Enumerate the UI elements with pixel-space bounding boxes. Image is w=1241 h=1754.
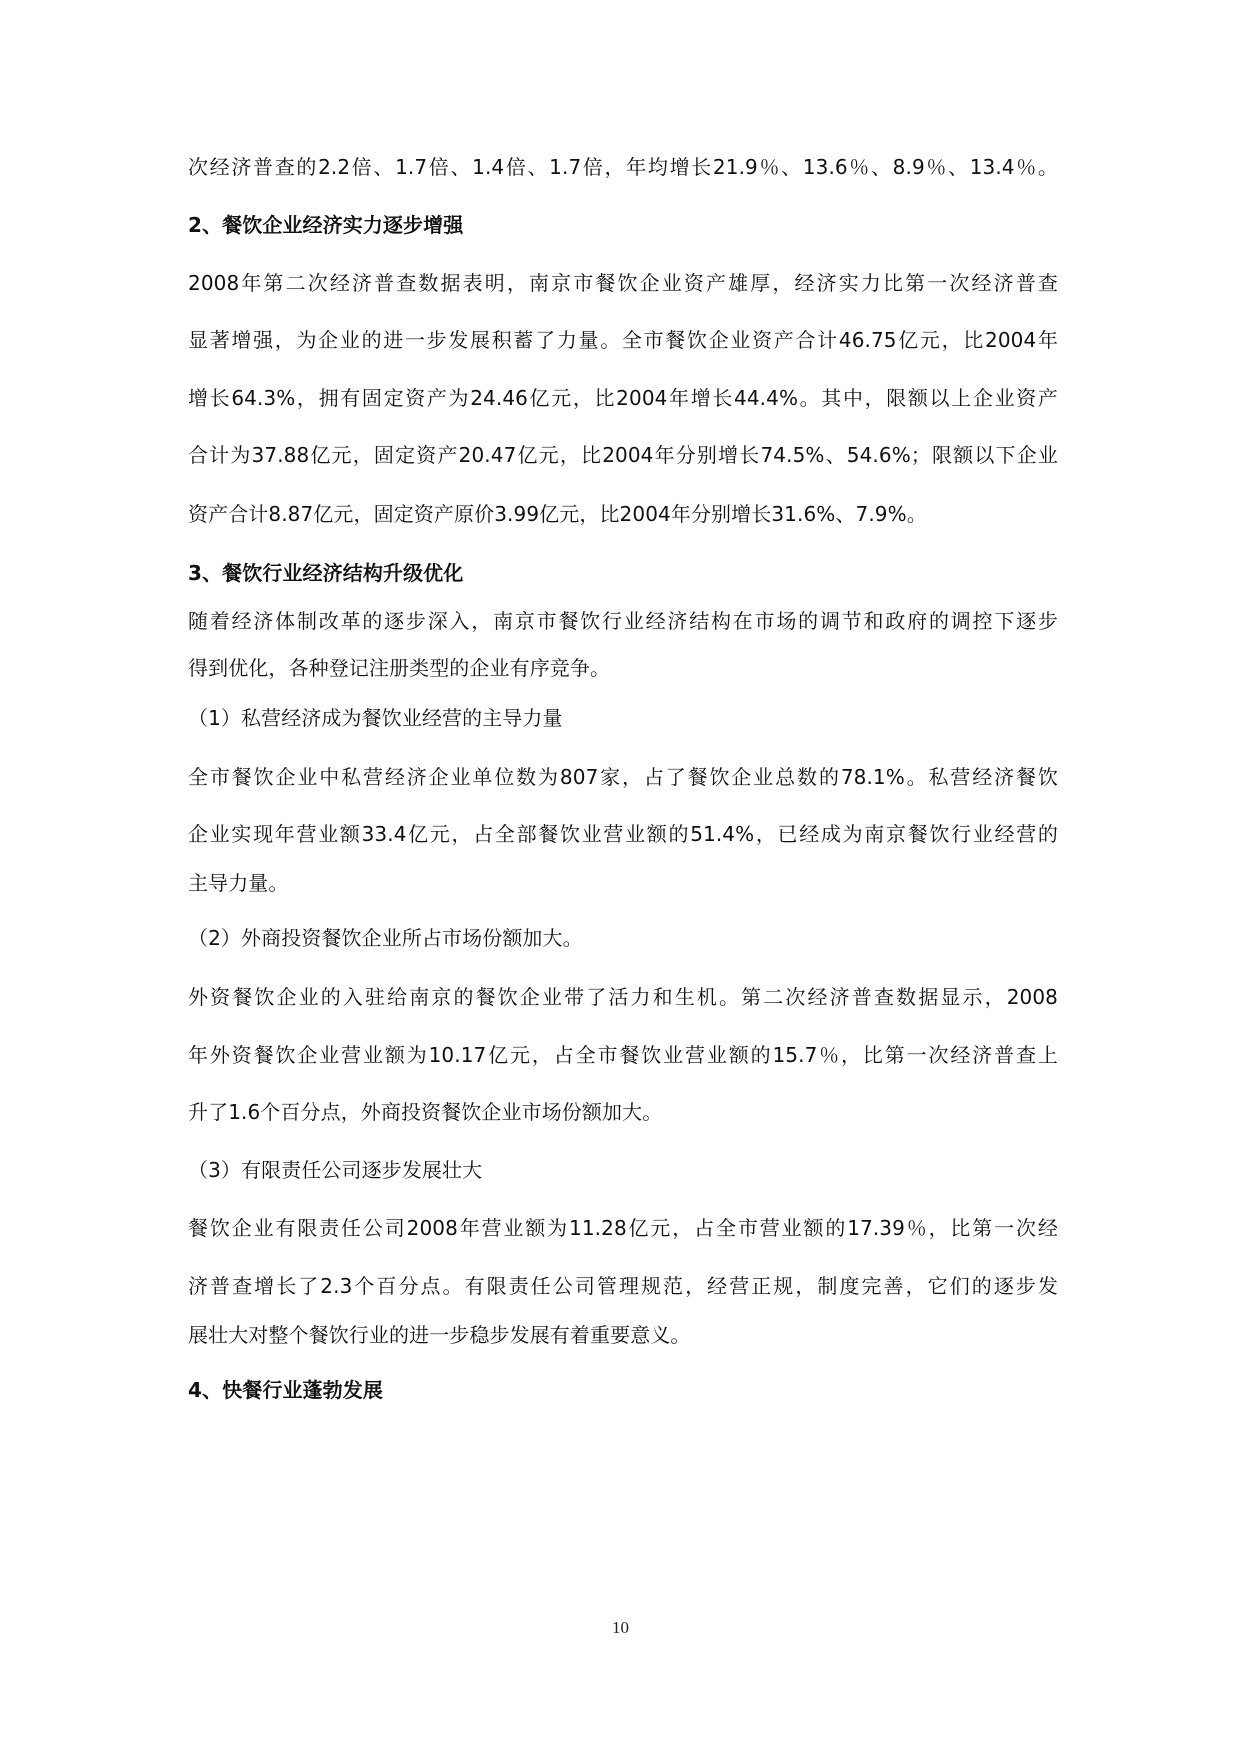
subheading-2: （2）外商投资餐饮企业所占市场份额加大。 bbox=[188, 926, 583, 950]
paragraph-line: 增长64.3%，拥有固定资产为24.46亿元，比2004年增长44.4%。其中，限额以上企业资产 bbox=[188, 386, 1058, 410]
section-heading-2: 2、餐饮企业经济实力逐步增强 bbox=[188, 213, 464, 237]
paragraph-line: 2008年第二次经济普查数据表明，南京市餐饮企业资产雄厚，经济实力比第一次经济普查 bbox=[188, 271, 1058, 295]
paragraph-line: 展壮大对整个餐饮行业的进一步稳步发展有着重要意义。 bbox=[188, 1323, 691, 1347]
paragraph-line: 外资餐饮企业的入驻给南京的餐饮企业带了活力和生机。第二次经济普查数据显示，2008 bbox=[188, 985, 1058, 1009]
paragraph-line: 升了1.6个百分点，外商投资餐饮企业市场份额加大。 bbox=[188, 1100, 663, 1124]
section-heading-3: 3、餐饮行业经济结构升级优化 bbox=[188, 561, 464, 585]
paragraph-line: 餐饮企业有限责任公司2008年营业额为11.28亿元，占全市营业额的17.39％，比第一次经 bbox=[188, 1216, 1058, 1240]
paragraph-line: 次经济普查的2.2倍、1.7倍、1.4倍、1.7倍，年均增长21.9％、13.6％、8.9％、13.4％。 bbox=[188, 155, 1058, 179]
paragraph-line: 合计为37.88亿元，固定资产20.47亿元，比2004年分别增长74.5%、54.6%；限额以下企业 bbox=[188, 443, 1058, 467]
paragraph-line: 得到优化，各种登记注册类型的企业有序竞争。 bbox=[188, 656, 611, 680]
section-heading-4: 4、快餐行业蓬勃发展 bbox=[188, 1378, 383, 1402]
paragraph-line: 企业实现年营业额33.4亿元，占全部餐饮业营业额的51.4%，已经成为南京餐饮行业经营的 bbox=[188, 822, 1058, 846]
paragraph-line: 主导力量。 bbox=[188, 871, 289, 895]
subheading-1: （1）私营经济成为餐饮业经营的主导力量 bbox=[188, 706, 563, 730]
subheading-3: （3）有限责任公司逐步发展壮大 bbox=[188, 1158, 483, 1182]
paragraph-line: 显著增强，为企业的进一步发展积蓄了力量。全市餐饮企业资产合计46.75亿元，比2004年 bbox=[188, 328, 1058, 352]
paragraph-line: 随着经济体制改革的逐步深入，南京市餐饮行业经济结构在市场的调节和政府的调控下逐步 bbox=[188, 609, 1058, 633]
page-number: 10 bbox=[612, 1618, 629, 1637]
paragraph-line: 全市餐饮企业中私营经济企业单位数为807家，占了餐饮企业总数的78.1%。私营经济餐饮 bbox=[188, 765, 1058, 789]
paragraph-line: 年外资餐饮企业营业额为10.17亿元，占全市餐饮业营业额的15.7％，比第一次经济普查上 bbox=[188, 1043, 1058, 1067]
paragraph-line: 济普查增长了2.3个百分点。有限责任公司管理规范，经营正规，制度完善，它们的逐步发 bbox=[188, 1274, 1058, 1298]
paragraph-line: 资产合计8.87亿元，固定资产原价3.99亿元，比2004年分别增长31.6%、7.9%。 bbox=[188, 502, 927, 526]
